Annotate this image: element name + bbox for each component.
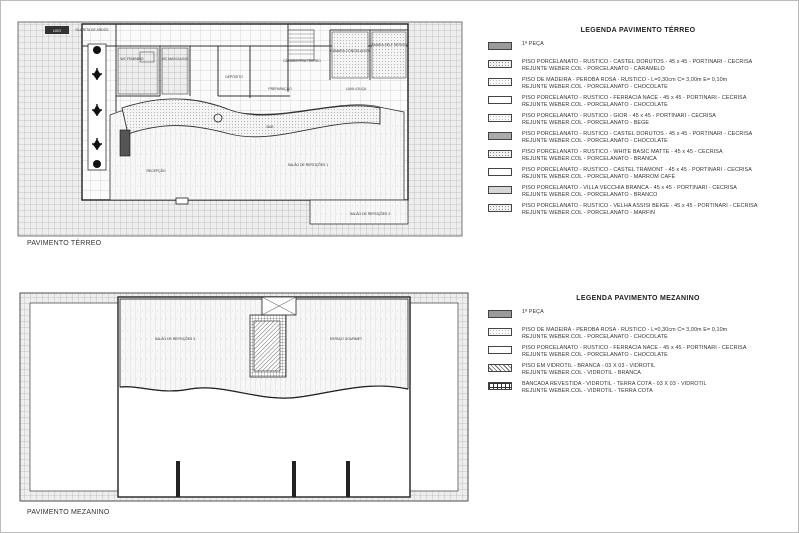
material-swatch: [488, 132, 512, 140]
room-bar: BAR: [266, 125, 274, 129]
material-description: [522, 345, 747, 359]
material-line: REJUNTE WEBER.COL - PORCELANATO - BRANCO: [522, 192, 658, 198]
material-description: [522, 167, 752, 181]
material-swatch: [488, 168, 512, 176]
room-camara-congelados: CÂMARA CONGELADOS: [330, 49, 370, 53]
material-line: PISO PORCELANATO - RUSTICO - CASTEL TRAMONT - 45 x 45 - PORTINARI - CECRISA: [522, 167, 752, 173]
legend-ground-title: LEGENDA PAVIMENTO TÉRREO: [580, 27, 696, 34]
material-line: PISO PORCELANATO - RUSTICO - CASTEL DORUTOS - 45 x 45 - PORTINARI - CECRISA: [522, 131, 753, 137]
room-salao-3: SALÃO DE REFEIÇÕES 3: [154, 337, 196, 341]
legend-ground-item: [488, 42, 788, 58]
material-line: REJUNTE WEBER.COL - PORCELANATO - MARFIN: [522, 210, 655, 216]
material-line: REJUNTE WEBER.COL - PORCELANATO - BRANCA: [522, 156, 657, 162]
ground-plan-label: PAVIMENTO TÉRREO: [27, 240, 102, 247]
mezzanine-plan: [0, 285, 470, 510]
material-description: [522, 327, 727, 341]
material-swatch: [488, 346, 512, 354]
legend-ground-item: [488, 186, 788, 202]
material-swatch: [488, 382, 512, 390]
material-line: 1ª PEÇA: [522, 41, 544, 47]
material-description: [522, 95, 747, 109]
room-camara-fria: CÂMARA FRIA TÉRREO: [283, 59, 321, 63]
room-camara-self: CÂMARA SELF SERVICE: [369, 43, 409, 47]
material-line: PISO PORCELANATO - RUSTICO - WHITE BASIC MATTE - 45 x 45 - CECRISA: [522, 149, 723, 155]
room-wc-fem: WC FEMININO: [120, 57, 144, 61]
legend-ground-item: [488, 60, 788, 76]
material-swatch: [488, 186, 512, 194]
legend-mezz-item: [488, 346, 788, 362]
material-swatch: [488, 42, 512, 50]
room-lava-louca: LAVA LOUÇA: [345, 87, 367, 91]
room-espaco-gourmet: ESPAÇO GOURMET: [329, 337, 363, 341]
material-swatch: [488, 150, 512, 158]
material-swatch: [488, 328, 512, 336]
legend-mezz-item: [488, 382, 788, 398]
material-swatch: [488, 310, 512, 318]
material-line: REJUNTE WEBER.COL - PORCELANATO - CHOCOLATE: [522, 84, 668, 90]
material-swatch: [488, 204, 512, 212]
room-recepcao: RECEPÇÃO: [146, 169, 166, 173]
material-line: PISO DE MADEIRA - PEROBA ROSA - RUSTICO - L=0,30cm C= 3,00m E= 0,10m: [522, 77, 728, 83]
room-salao-1: SALÃO DE REFEIÇÕES 1: [287, 163, 329, 167]
material-line: REJUNTE WEBER.COL - PORCELANATO - BEGE: [522, 120, 650, 126]
material-description: [522, 381, 707, 395]
material-line: PISO EM VIDROTIL - BRANCA - 03 X 03 - VIDROTIL: [522, 363, 656, 369]
ground-floor-plan: [0, 0, 470, 240]
material-line: REJUNTE WEBER.COL - PORCELANATO - CHOCOLATE: [522, 102, 668, 108]
material-swatch: [488, 96, 512, 104]
material-description: [522, 149, 723, 163]
material-line: REJUNTE WEBER.COL - PORCELANATO - CHOCOLATE: [522, 352, 668, 358]
room-wc-masc: WC MASCULINO: [161, 57, 189, 61]
material-description: [522, 309, 544, 316]
legend-mezz-item: [488, 328, 788, 344]
material-line: PISO PORCELANATO - RUSTICO - FERRACIA NACE - 45 x 45 - PORTINARI - CECRISA: [522, 345, 747, 351]
legend-mezz: [488, 295, 788, 394]
room-preparacao: PREPARAÇÃO: [268, 87, 292, 91]
material-swatch: [488, 78, 512, 86]
legend-ground-item: [488, 78, 788, 94]
room-deposito: DEPÓSITO: [225, 75, 243, 79]
room-salao-2: SALÃO DE REFEIÇÕES 2: [349, 212, 391, 216]
material-description: [522, 363, 655, 377]
legend-ground-item: [488, 132, 788, 148]
room-guarita: GUARITA DE ARDÓS: [75, 28, 109, 32]
material-line: REJUNTE WEBER.COL - VIDROTIL - BRANCA: [522, 370, 641, 376]
material-description: [522, 203, 758, 217]
legend-ground: [488, 27, 788, 216]
material-swatch: [488, 364, 512, 372]
room-lixo: LIXO: [53, 29, 61, 33]
legend-mezz-item: [488, 310, 788, 326]
material-line: BANCADA REVESTIDA - VIDROTIL - TERRA COTA - 03 X 03 - VIDROTIL: [522, 381, 707, 387]
material-description: [522, 113, 716, 127]
legend-ground-item: [488, 96, 788, 112]
material-line: PISO PORCELANATO - RUSTICO - VELHA ASSISI BEIGE - 45 x 45 - PORTINARI - CECRISA: [522, 203, 758, 209]
legend-ground-item: [488, 114, 788, 130]
material-line: REJUNTE WEBER.COL - PORCELANATO - CARAMELO: [522, 66, 665, 72]
material-line: REJUNTE WEBER.COL - PORCELANATO - MARROM CAFÉ: [522, 174, 676, 180]
material-line: REJUNTE WEBER.COL - PORCELANATO - CHOCOLATE: [522, 138, 668, 144]
material-line: PISO PORCELANATO - VILLA VECCHIA BRANCA - 45 x 45 - PORTINARI - CECRISA: [522, 185, 737, 191]
material-description: [522, 59, 752, 73]
material-line: PISO PORCELANATO - RUSTICO - FERRACIA NACE - 45 x 45 - PORTINARI - CECRISA: [522, 95, 747, 101]
material-description: [522, 41, 544, 48]
material-description: [522, 185, 737, 199]
mezz-vidrotil-floor: [254, 321, 280, 371]
legend-ground-item: [488, 168, 788, 184]
mezz-plan-label: PAVIMENTO MEZANINO: [27, 509, 110, 516]
legend-ground-item: [488, 204, 788, 220]
legend-mezz-title: LEGENDA PAVIMENTO MEZANINO: [576, 295, 700, 302]
reception-desk: [120, 130, 130, 156]
material-line: REJUNTE WEBER.COL - VIDROTIL - TERRA COTA: [522, 388, 653, 394]
material-description: [522, 77, 727, 91]
material-line: PISO PORCELANATO - RUSTICO - CASTEL DORUTOS - 45 x 45 - PORTINARI - CECRISA: [522, 59, 753, 65]
material-line: PISO PORCELANATO - RUSTICO - GIOR - 45 x 45 - PORTINARI - CECRISA: [522, 113, 717, 119]
material-description: [522, 131, 752, 145]
legend-mezz-item: [488, 364, 788, 380]
material-swatch: [488, 60, 512, 68]
material-line: PISO DE MADEIRA - PEROBA ROSA - RUSTICO - L=0,30cm C= 3,00m E= 0,10m: [522, 327, 728, 333]
legend-ground-item: [488, 150, 788, 166]
material-line: REJUNTE WEBER.COL - PORCELANATO - CHOCOLATE: [522, 334, 668, 340]
material-swatch: [488, 114, 512, 122]
material-line: 1ª PEÇA: [522, 309, 544, 315]
